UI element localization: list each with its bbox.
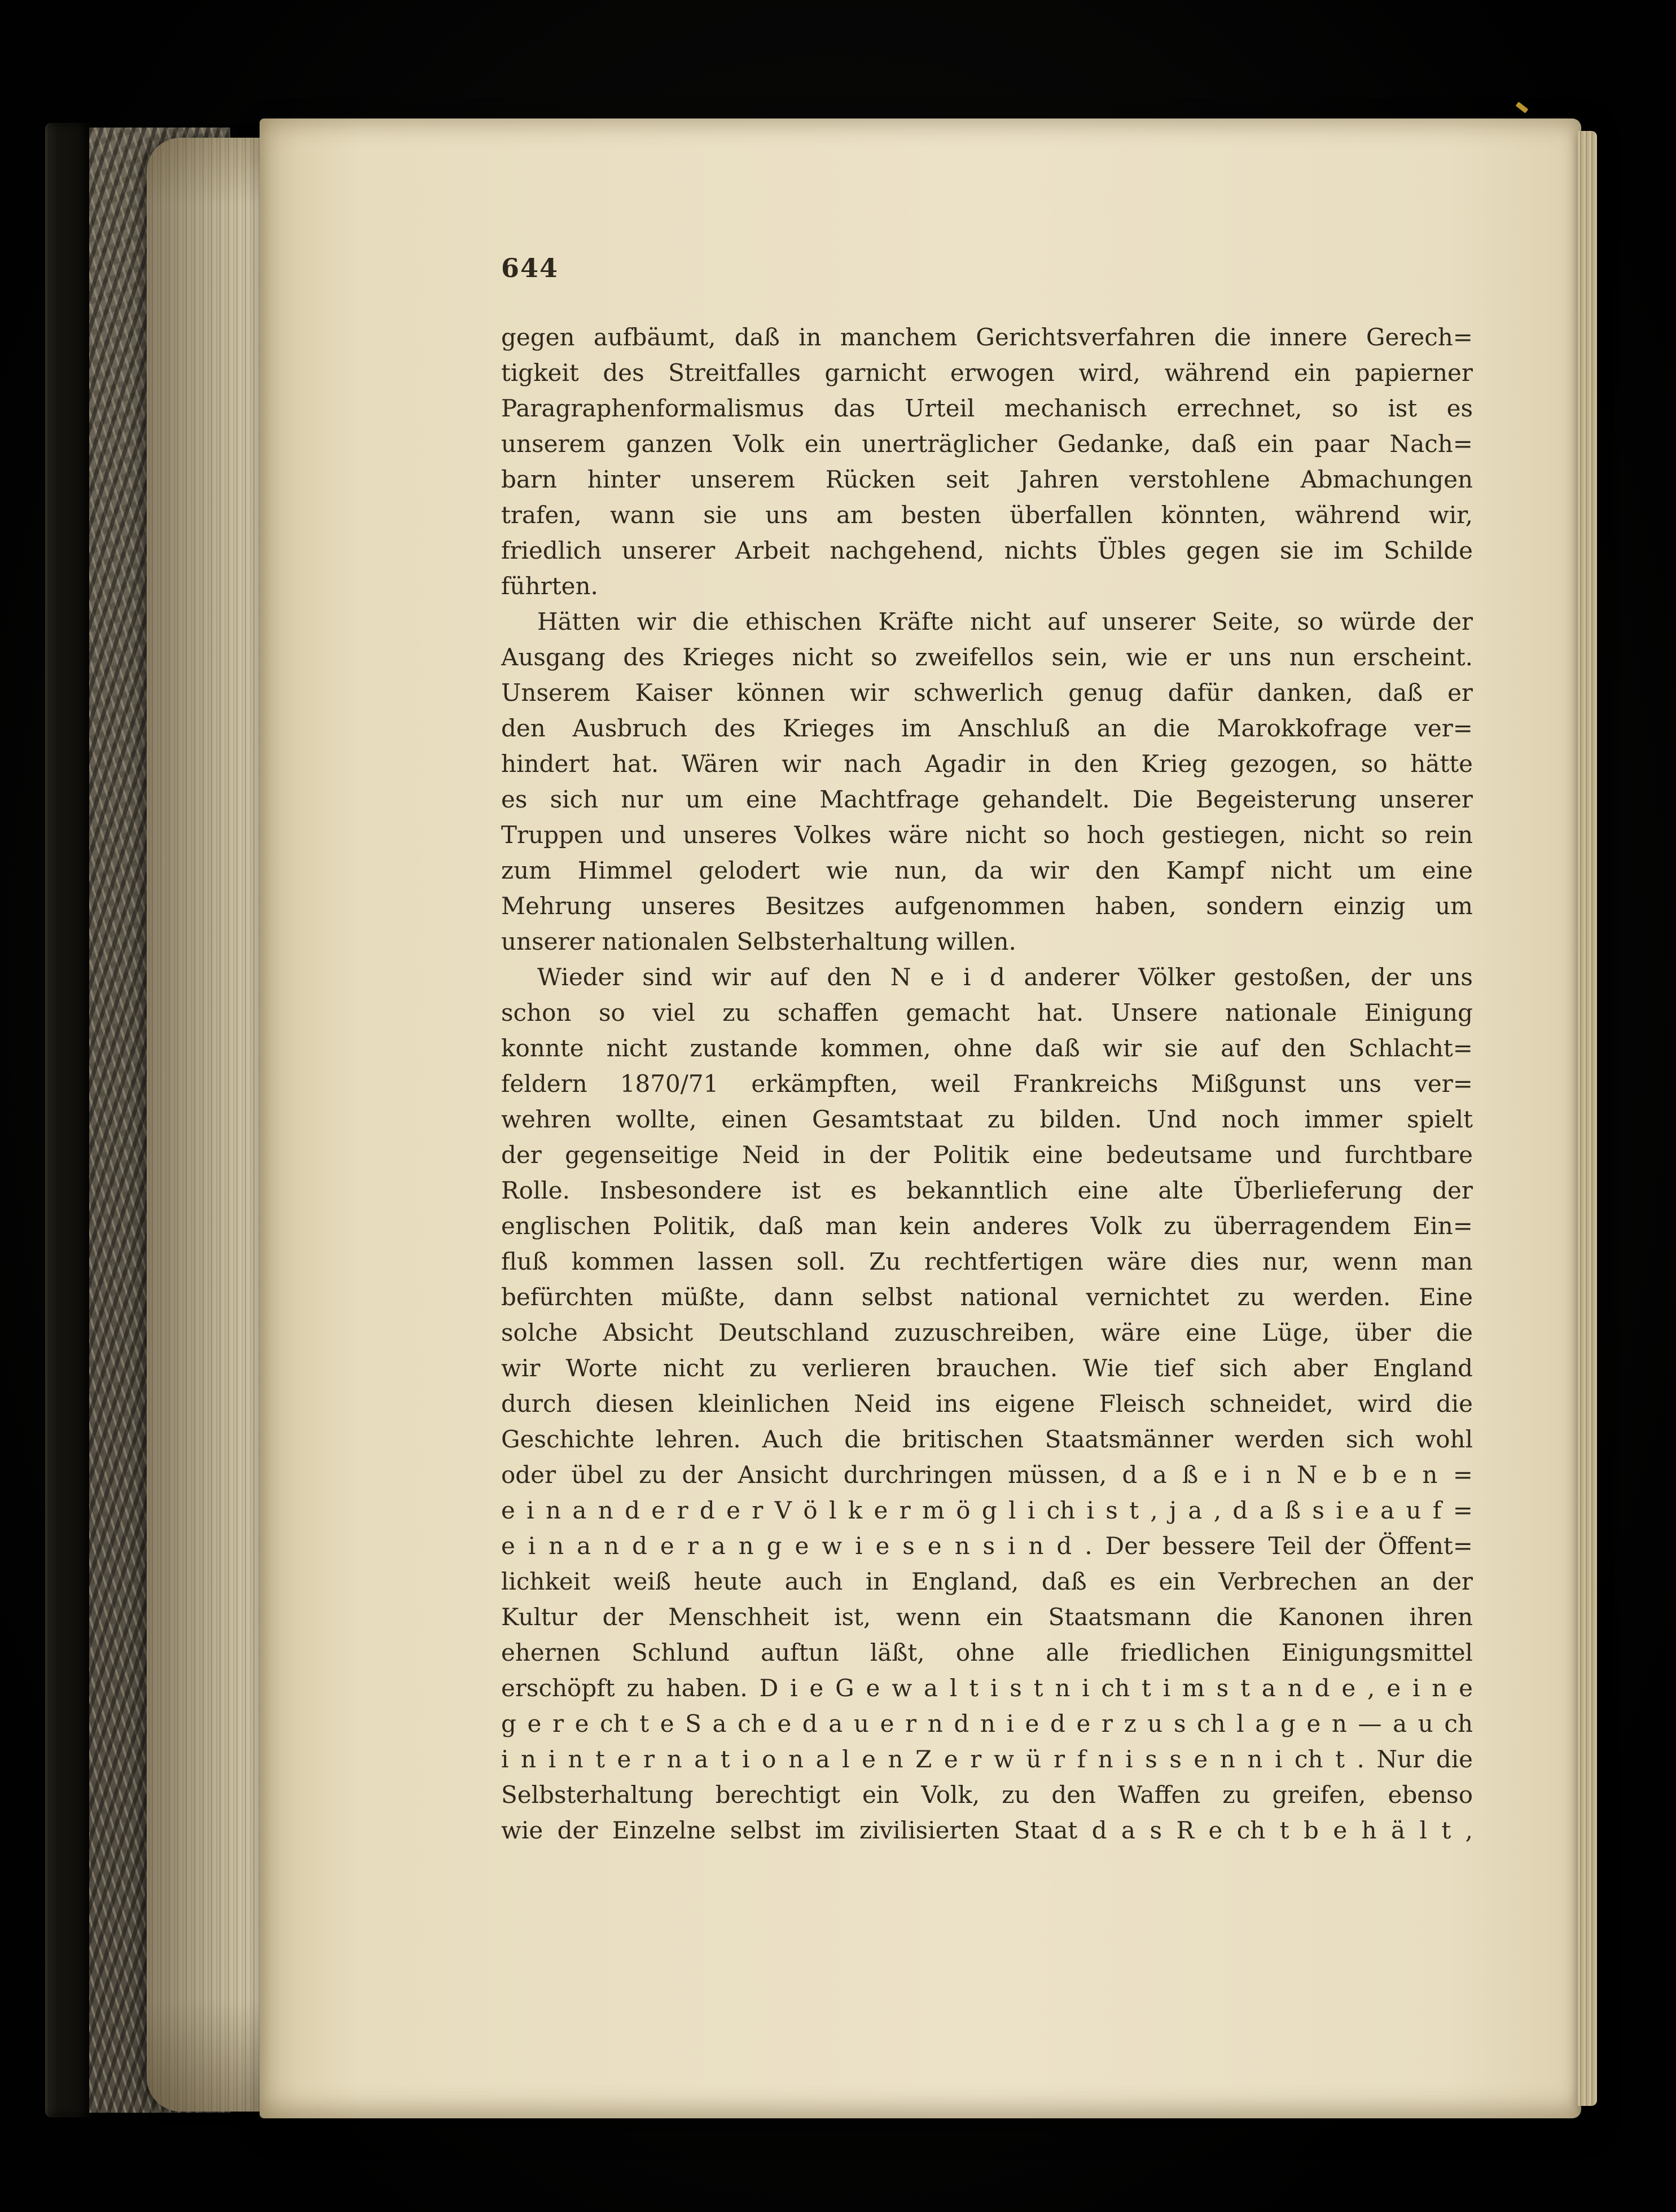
text-line: Ausgang des Krieges nicht so zweifellos sein, wie er uns nun erscheint. <box>501 643 1473 671</box>
page-number: 644 <box>501 253 559 283</box>
text-line: Selbsterhaltung berechtigt ein Volk, zu den Waffen zu greifen, ebenso <box>501 1781 1473 1809</box>
text-line: wie der Einzelne selbst im zivilisierten Staat d a s R e ch t b e h ä l t , <box>501 1816 1473 1844</box>
text-line: trafen, wann sie uns am besten überfallen könnten, während wir, <box>501 501 1473 529</box>
text-line: g e r e ch t e S a ch e d a u e r n d n i e d e r z u s ch l a g e n — a u ch <box>501 1710 1473 1737</box>
text-line: barn hinter unserem Rücken seit Jahren verstohlene Abmachungen <box>501 466 1473 493</box>
text-line: gegen aufbäumt, daß in manchem Gerichtsverfahren die innere Gerech= <box>501 323 1473 351</box>
text-line: lichkeit weiß heute auch in England, daß es ein Verbrechen an der <box>501 1568 1473 1595</box>
text-line: Kultur der Menschheit ist, wenn ein Staatsmann die Kanonen ihren <box>501 1603 1473 1631</box>
text-line: Hätten wir die ethischen Kräfte nicht auf unserer Seite, so würde der <box>537 608 1473 635</box>
text-line: konnte nicht zustande kommen, ohne daß wir sie auf den Schlacht= <box>501 1034 1473 1062</box>
text-line: feldern 1870/71 erkämpften, weil Frankreichs Mißgunst uns ver= <box>501 1070 1473 1098</box>
text-line: friedlich unserer Arbeit nachgehend, nichts Übles gegen sie im Schilde <box>501 537 1473 564</box>
text-line: Unserem Kaiser können wir schwerlich genug dafür danken, daß er <box>501 679 1473 706</box>
text-line: Geschichte lehren. Auch die britischen Staatsmänner werden sich wohl <box>501 1425 1473 1453</box>
text-line: unserem ganzen Volk ein unerträglicher Gedanke, daß ein paar Nach= <box>501 430 1473 458</box>
under-page-edge <box>1578 131 1597 2106</box>
text-line: fluß kommen lassen soll. Zu rechtfertigen wäre dies nur, wenn man <box>501 1248 1473 1275</box>
text-line: i n i n t e r n a t i o n a l e n Z e r w ü r f n i s s e n n i ch t . Nur die <box>501 1745 1473 1773</box>
text-line: zum Himmel gelodert wie nun, da wir den Kampf nicht um eine <box>501 857 1473 884</box>
text-line: den Ausbruch des Krieges im Anschluß an die Marokkofrage ver= <box>501 714 1473 742</box>
text-line: e i n a n d e r a n g e w i e s e n s i n d . Der bessere Teil der Öffent= <box>501 1532 1473 1560</box>
text-line: solche Absicht Deutschland zuzuschreiben, wäre eine Lüge, über die <box>501 1319 1473 1346</box>
text-line: schon so viel zu schaffen gemacht hat. Unsere nationale Einigung <box>501 999 1473 1026</box>
text-line: befürchten müßte, dann selbst national vernichtet zu werden. Eine <box>501 1283 1473 1311</box>
text-line: Paragraphenformalismus das Urteil mechanisch errechnet, so ist es <box>501 394 1473 422</box>
text-line: Wieder sind wir auf den N e i d anderer Völker gestoßen, der uns <box>537 963 1473 991</box>
text-line: wir Worte nicht zu verlieren brauchen. Wie tief sich aber England <box>501 1354 1473 1382</box>
text-line: oder übel zu der Ansicht durchringen müssen, d a ß e i n N e b e n = <box>501 1461 1473 1489</box>
text-line: unserer nationalen Selbsterhaltung willen. <box>501 928 1016 955</box>
text-line: ehernen Schlund auftun läßt, ohne alle friedlichen Einigungsmittel <box>501 1639 1473 1666</box>
book <box>45 118 1597 2122</box>
text-line: führten. <box>501 572 598 600</box>
text-line: e i n a n d e r d e r V ö l k e r m ö g l i ch i s t , j a , d a ß s i e a u f = <box>501 1496 1473 1524</box>
text-line: Truppen und unseres Volkes wäre nicht so hoch gestiegen, nicht so rein <box>501 821 1473 849</box>
yellow-speck <box>1516 102 1529 113</box>
text-line: erschöpft zu haben. D i e G e w a l t i s t n i ch t i m s t a n d e , e i n e <box>501 1674 1473 1702</box>
book-cover-edge <box>45 123 90 2117</box>
text-line: der gegenseitige Neid in der Politik eine bedeutsame und furchtbare <box>501 1141 1473 1169</box>
text-line: tigkeit des Streitfalles garnicht erwogen wird, während ein papierner <box>501 359 1473 387</box>
book-page <box>260 118 1581 2118</box>
text-line: wehren wollte, einen Gesamtstaat zu bilden. Und noch immer spielt <box>501 1105 1473 1133</box>
text-line: Mehrung unseres Besitzes aufgenommen haben, sondern einzig um <box>501 892 1473 920</box>
text-line: es sich nur um eine Machtfrage gehandelt. Die Begeisterung unserer <box>501 785 1473 813</box>
text-line: Rolle. Insbesondere ist es bekanntlich eine alte Überlieferung der <box>501 1177 1473 1204</box>
text-line: englischen Politik, daß man kein anderes Volk zu überragendem Ein= <box>501 1212 1473 1240</box>
text-line: hindert hat. Wären wir nach Agadir in den Krieg gezogen, so hätte <box>501 750 1473 778</box>
body-text <box>501 319 1473 1848</box>
text-line: durch diesen kleinlichen Neid ins eigene Fleisch schneidet, wird die <box>501 1390 1473 1417</box>
